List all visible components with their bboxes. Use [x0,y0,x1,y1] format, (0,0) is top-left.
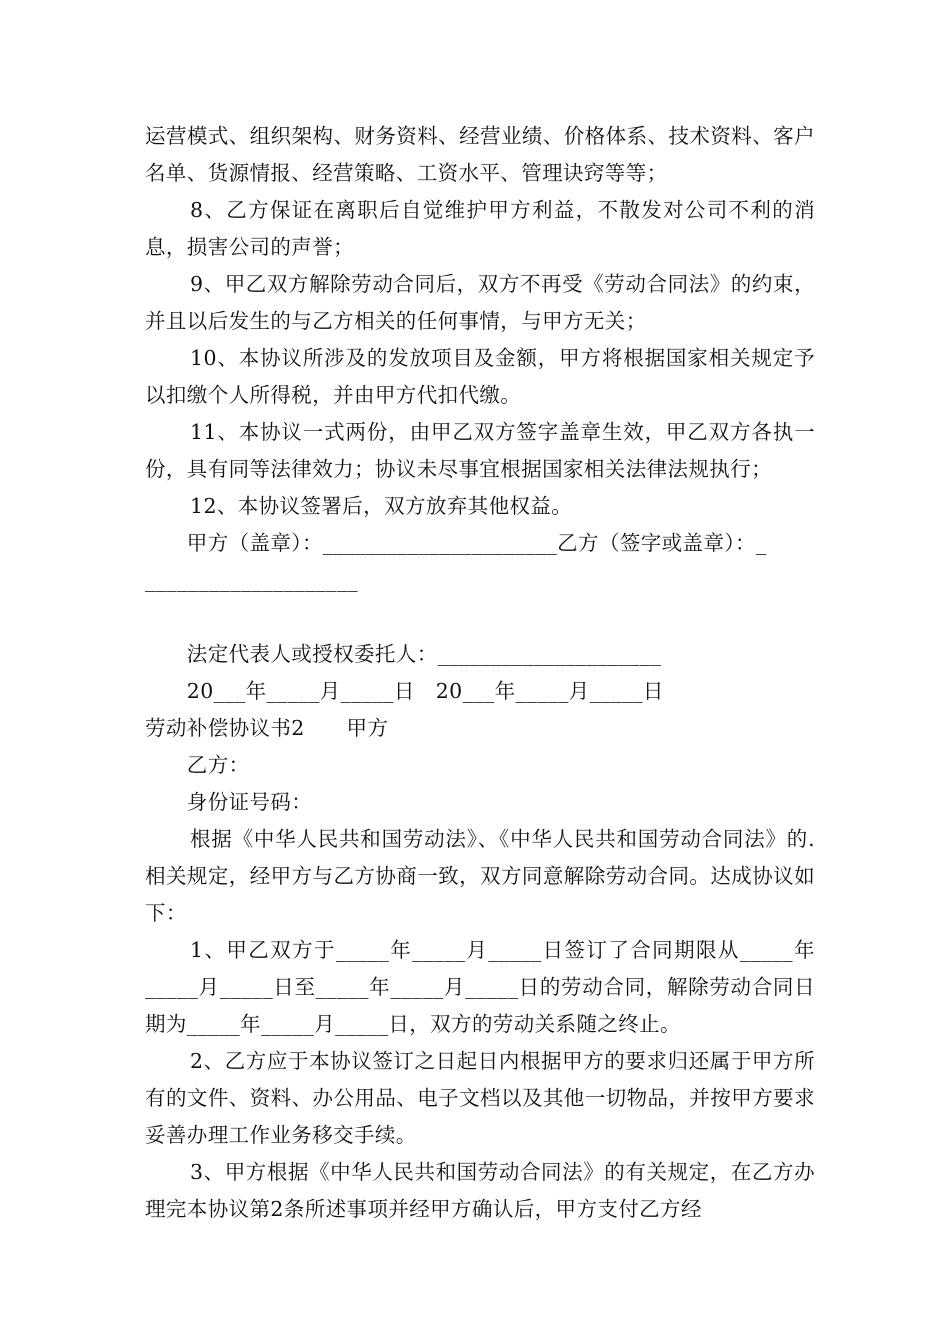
spacer [145,599,815,636]
clause-10: 10、本协议所涉及的发放项目及金额，甲方将根据国家相关规定予以扣缴个人所得税，并由甲方代扣代缴。 [145,346,815,407]
clause-9: 9、甲乙双方解除劳动合同后，双方不再受《劳动合同法》的约束，并且以后发生的与乙方相关的任何事情，与甲方无关； [145,272,815,333]
clause-3: 3、甲方根据《中华人民共和国劳动合同法》的有关规定，在乙方办理完本协议第2条所述事项并经甲方确认后，甲方支付乙方经 [145,1160,815,1221]
clause-1: 1、甲乙双方于_____年_____月_____日签订了合同期限从_____年_____月_____日至_____年_____月_____日的劳动合同，解除劳动合同日期为_____年_____月_____日，双方的劳动关系随之终止。 [145,938,815,1036]
party-b-line: 乙方： [145,753,250,777]
signature-line-continued: ____________________ [145,568,358,592]
id-number-line: 身份证号码： [145,790,313,814]
clause-8: 8、乙方保证在离职后自觉维护甲方利益，不散发对公司不利的消息，损害公司的声誉； [145,198,815,259]
clause-11: 11、本协议一式两份，由甲乙双方签字盖章生效，甲乙双方各执一份，具有同等法律效力；协议未尽事宜根据国家相关法律法规执行； [145,420,815,481]
section-title: 劳动补偿协议书2 甲方 [145,716,389,740]
signature-line: 甲方（盖章）：______________________乙方（签字或盖章）：_ [145,531,767,555]
clause-2: 2、乙方应于本协议签订之日起日内根据甲方的要求归还属于甲方所有的文件、资料、办公用品、电子文档以及其他一切物品，并按甲方要求妥善办理工作业务移交手续。 [145,1049,815,1147]
document-body [145,118,815,1228]
representative-line: 法定代表人或授权委托人：_____________________ [145,642,662,666]
agreement-basis: 根据《中华人民共和国劳动法》、《中华人民共和国劳动合同法》的.相关规定，经甲方与乙方协商一致，双方同意解除劳动合同。达成协议如下： [145,827,815,925]
date-line: 20___年_____月_____日 20___年_____月_____日 [145,679,664,703]
clause-continuation: 运营模式、组织架构、财务资料、经营业绩、价格体系、技术资料、客户名单、货源情报、经营策略、工资水平、管理诀窍等等； [145,124,815,185]
clause-12: 12、本协议签署后，双方放弃其他权益。 [190,494,573,518]
